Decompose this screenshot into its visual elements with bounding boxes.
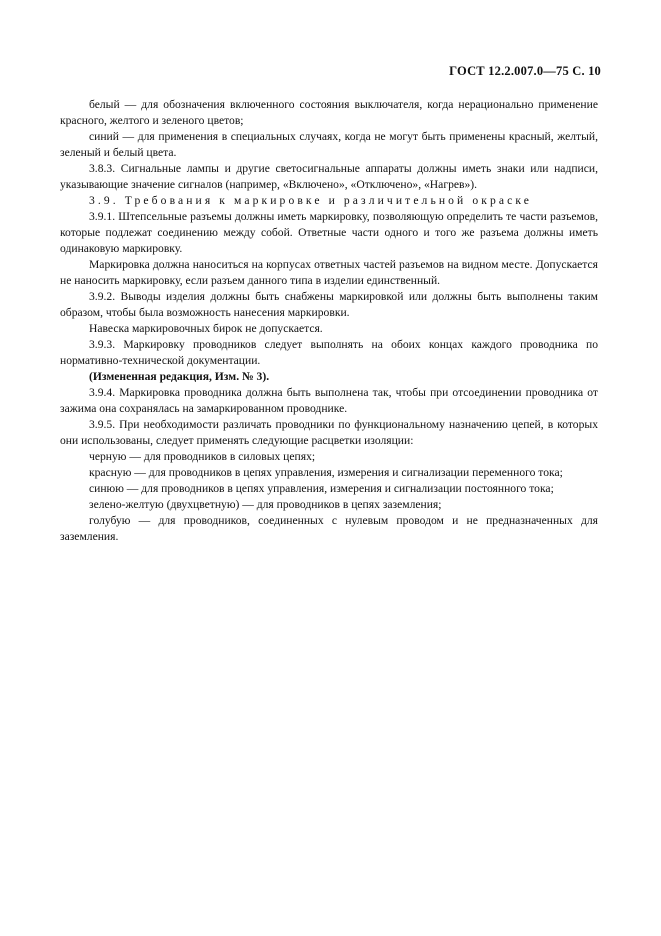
paragraph-3-9-2: 3.9.2. Выводы изделия должны быть снабжены маркировкой или должны быть выполнены таким образом, чтобы была возможность нанесения маркировки. xyxy=(60,290,598,319)
paragraph-white-color: белый — для обозначения включенного состояния выключателя, когда нерационально применение красного, желтого и зеленого цветов; xyxy=(60,98,598,127)
list-item-red: красную — для проводников в цепях управления, измерения и сигнализации переменного тока; xyxy=(89,466,563,479)
list-item-green-yellow: зелено-желтую (двухцветную) — для проводников в цепях заземления; xyxy=(89,498,442,511)
amendment-note: (Измененная редакция, Изм. № 3). xyxy=(89,370,270,383)
paragraph-blue-color: синий — для применения в специальных случаях, когда не могут быть применены красный, желтый, зеленый и белый цвета. xyxy=(60,130,598,159)
document-body xyxy=(60,97,598,545)
paragraph-marking-placement: Маркировка должна наноситься на корпусах ответных частей разъемов на видном месте. Допускается не наносить маркировку, если разъем данного типа в изделии единственный. xyxy=(60,258,598,287)
paragraph-3-9-4: 3.9.4. Маркировка проводника должна быть выполнена так, чтобы при отсоединении проводника от зажима она сохранялась на замаркированном проводнике. xyxy=(60,386,598,415)
page-header: ГОСТ 12.2.007.0—75 С. 10 xyxy=(449,64,601,78)
paragraph-3-9-3: 3.9.3. Маркировку проводников следует выполнять на обоих концах каждого проводника по нормативно-технической документации. xyxy=(60,338,598,367)
section-heading-3-9: 3.9. Требования к маркировке и различительной окраске xyxy=(89,194,533,207)
list-item-light-blue: голубую — для проводников, соединенных с нулевым проводом и не предназначенных для заземления. xyxy=(60,514,598,543)
list-item-black: черную — для проводников в силовых цепях; xyxy=(89,450,316,463)
paragraph-3-9-1: 3.9.1. Штепсельные разъемы должны иметь маркировку, позволяющую определить те части разъемов, которые подлежат соединению между собой. Ответные части одного и того же разъема должны иметь одинаковую маркировку. xyxy=(60,210,598,255)
paragraph-tags-prohibited: Навеска маркировочных бирок не допускается. xyxy=(89,322,323,335)
list-item-blue: синюю — для проводников в цепях управления, измерения и сигнализации постоянного тока; xyxy=(89,482,554,495)
paragraph-3-8-3: 3.8.3. Сигнальные лампы и другие светосигнальные аппараты должны иметь знаки или надписи, указывающие значение сигналов (например, «Включено», «Отключено», «Нагрев»). xyxy=(60,162,598,191)
paragraph-3-9-5: 3.9.5. При необходимости различать проводники по функциональному назначению цепей, в которых они использованы, следует применять следующие расцветки изоляции: xyxy=(60,418,598,447)
